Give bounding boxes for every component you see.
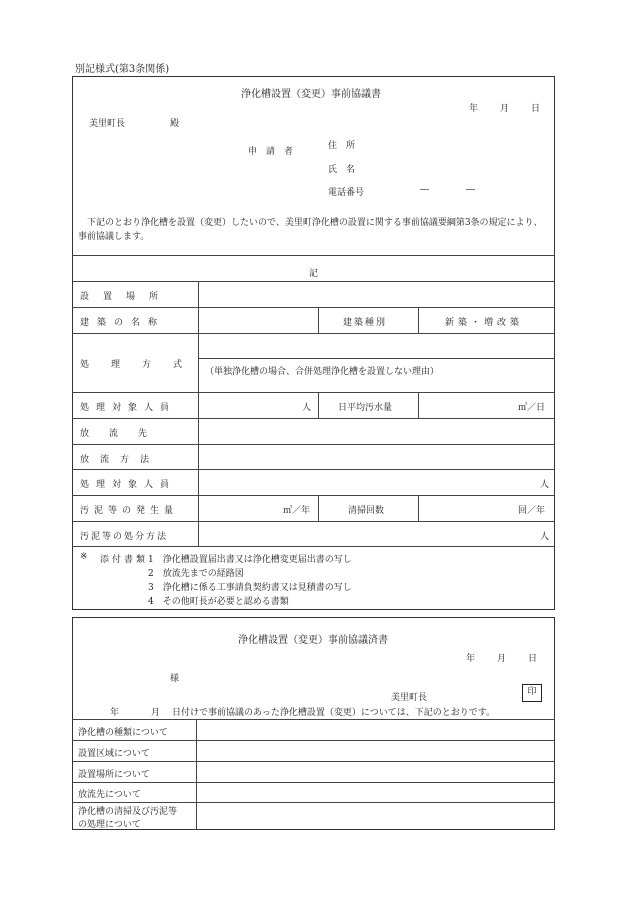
table-line [72, 521, 555, 522]
seal-box [522, 684, 542, 702]
completion-form-frame [72, 617, 555, 830]
completion-sentence: 日付けで事前協議のあった浄化槽設置（変更）については、下記のとおりです。 [172, 708, 496, 718]
row-area: 設置区域について [78, 749, 150, 759]
building-type-value: 新築・増改築 [445, 318, 524, 328]
label-building-type: 建築種別 [343, 318, 388, 328]
form2-date-day: 日 [528, 654, 538, 664]
table-vline [418, 307, 419, 333]
attachments-label: 添付書類 [100, 555, 149, 565]
attachment-item: 3 浄化槽に係る工事請負契約書又は見積書の写し [148, 583, 352, 593]
row-cleaning-cont: の処理について [78, 820, 141, 830]
table-vline [418, 392, 419, 418]
table-line [72, 418, 555, 419]
divider [72, 255, 555, 256]
table-vline [318, 307, 319, 333]
form2-date-year: 年 [466, 654, 476, 664]
table-line [72, 719, 555, 720]
unit-m3-day: ㎥／日 [518, 403, 546, 413]
request-body-text: 下記のとおり浄化槽を設置（変更）したいので、美里町浄化槽の設置に関する事前協議要綱第3条の規定により、事前協議します。 [78, 218, 543, 242]
table-vline [318, 392, 319, 418]
table-vline [198, 281, 199, 546]
label-building-name: 建築の名称 [80, 318, 166, 328]
unit-person-2: 人 [540, 480, 550, 490]
table-line [72, 802, 555, 803]
label-daily-wastewater: 日平均汚水量 [338, 403, 393, 413]
form1-date-month: 月 [500, 104, 510, 114]
form1-date-day: 日 [531, 104, 541, 114]
form2-date-month: 月 [497, 654, 507, 664]
table-vline [196, 719, 197, 830]
table-line [198, 358, 555, 359]
table-line [72, 392, 555, 393]
sentence-month: 月 [151, 708, 161, 718]
method-note: （単独浄化槽の場合、合併処理浄化槽を設置しない理由） [205, 367, 440, 377]
attachment-item: 1 浄化槽設置届出書又は浄化槽変更届出書の写し [148, 555, 352, 565]
form1-title: 浄化槽設置（変更）事前協議書 [241, 89, 381, 100]
form-reference-label: 別記様式(第3条関係) [75, 64, 170, 75]
label-discharge-method: 放流方法 [80, 455, 161, 465]
phone-separator-2: ― [466, 185, 475, 195]
recipient-suffix: 様 [170, 674, 180, 684]
addressee: 美里町長 [89, 119, 126, 129]
label-target-people: 処理対象人員 [80, 403, 177, 413]
table-line [72, 546, 555, 547]
table-line [72, 444, 555, 445]
label-discharge-destination: 放流先 [80, 429, 168, 439]
table-vline [418, 495, 419, 521]
ki-label: 記 [309, 269, 319, 279]
unit-m3-year: ㎥／年 [283, 506, 311, 516]
table-line [72, 782, 555, 783]
address-label: 住 所 [328, 141, 356, 151]
unit-person-3: 人 [540, 532, 550, 542]
form2-title: 浄化槽設置（変更）事前協議済書 [238, 635, 388, 646]
honorific: 殿 [170, 119, 180, 129]
row-location: 設置場所について [78, 770, 150, 780]
attachment-item: 2 放流先までの経路図 [148, 569, 244, 579]
note-mark: ※ [80, 552, 88, 562]
attachment-item: 4 その他町長が必要と認める書類 [148, 597, 289, 607]
phone-label: 電話番号 [328, 188, 365, 198]
table-line [72, 495, 555, 496]
table-line [72, 469, 555, 470]
label-cleaning-count: 清掃回数 [348, 506, 385, 516]
label-sludge-amount: 汚泥等の発生量 [80, 506, 179, 516]
mayor-label: 美里町長 [391, 693, 428, 703]
applicant-label: 申 請 者 [248, 147, 294, 157]
row-cleaning: 浄化槽の清掃及び汚泥等 [78, 807, 178, 817]
unit-person: 人 [302, 403, 312, 413]
table-line [72, 761, 555, 762]
seal-text: 印 [527, 687, 537, 697]
table-line [72, 333, 555, 334]
table-line [72, 281, 555, 282]
table-line [72, 740, 555, 741]
phone-separator-1: ― [420, 185, 429, 195]
form1-date-year: 年 [469, 104, 479, 114]
row-discharge: 放流先について [78, 790, 141, 800]
table-line [72, 307, 555, 308]
label-target-people-2: 処理対象人員 [80, 480, 177, 490]
label-method: 処理方式 [80, 360, 205, 370]
table-vline [318, 495, 319, 521]
label-sludge-disposal: 汚泥等の処分方法 [80, 532, 169, 542]
unit-times-year: 回／年 [518, 506, 546, 516]
row-tank-type: 浄化槽の種類について [78, 728, 168, 738]
sentence-year: 年 [110, 708, 120, 718]
label-location: 設置場所 [80, 292, 173, 302]
name-label: 氏 名 [328, 165, 356, 175]
